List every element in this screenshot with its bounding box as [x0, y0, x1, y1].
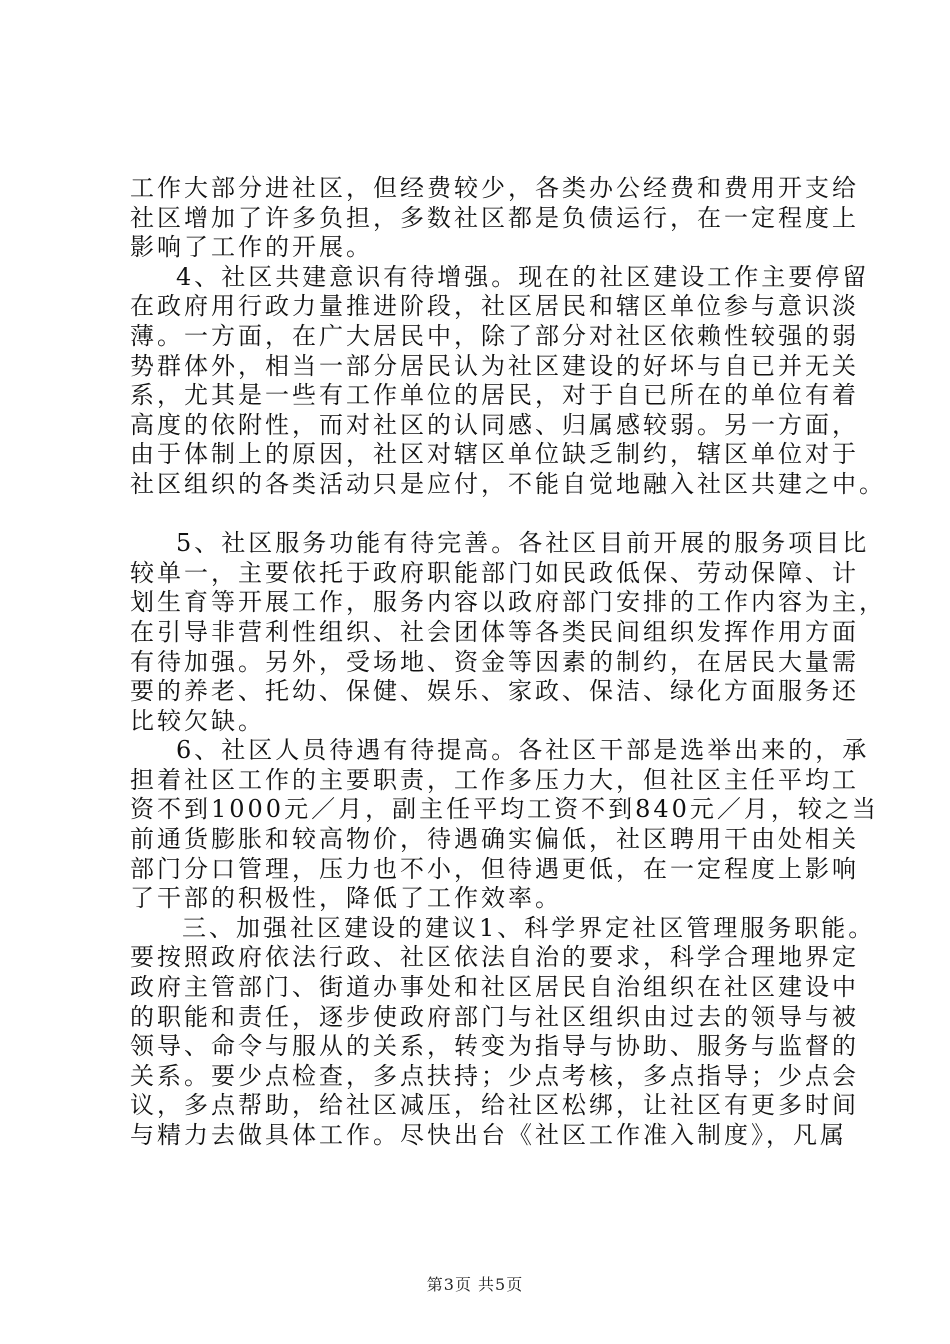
text-line: 社区组织的各类活动只是应付，不能自觉地融入社区共建之中。: [130, 469, 886, 498]
text-line: 较单一，主要依托于政府职能部门如民政低保、劳动保障、计: [130, 558, 859, 587]
text-line: 在政府用行政力量推进阶段，社区居民和辖区单位参与意识淡: [130, 292, 859, 321]
text-line: 要按照政府依法行政、社区依法自治的要求，科学合理地界定: [130, 943, 859, 972]
page-footer: [0, 1272, 950, 1295]
document-body: [130, 174, 886, 1151]
text-line: 高度的依附性，而对社区的认同感、归属感较弱。另一方面，: [130, 410, 859, 439]
paragraph-4-start: 4、社区共建意识有待增强。现在的社区建设工作主要停留: [176, 262, 870, 291]
text-line: 与精力去做具体工作。尽快出台《社区工作准入制度》，凡属: [130, 1121, 847, 1149]
text-line: 系，尤其是一些有工作单位的居民，对于自已所在的单位有着: [130, 381, 859, 410]
text-line: 部门分口管理，压力也不小，但待遇更低，在一定程度上影响: [130, 854, 859, 883]
text-line: 势群体外，相当一部分居民认为社区建设的好坏与自已并无关: [130, 351, 859, 380]
text-line: 比较欠缺。: [130, 706, 265, 735]
text-line: 影响了工作的开展。: [130, 233, 373, 262]
page-number: 第3页 共5页: [426, 1275, 524, 1294]
text-line: 薄。一方面，在广大居民中，除了部分对社区依赖性较强的弱: [130, 321, 859, 350]
text-line: 担着社区工作的主要职责，工作多压力大，但社区主任平均工: [130, 765, 859, 794]
text-line: 划生育等开展工作，服务内容以政府部门安排的工作内容为主，: [130, 588, 886, 617]
text-line: 在引导非营利性组织、社会团体等各类民间组织发挥作用方面: [130, 617, 859, 646]
text-line: 政府主管部门、街道办事处和社区居民自治组织在社区建设中: [130, 973, 859, 1002]
paragraph-gap: [130, 500, 830, 530]
text-line: 关系。要少点检查，多点扶持；少点考核，多点指导；少点会: [130, 1061, 859, 1090]
text-line: 工作大部分进社区，但经费较少，各类办公经费和费用开支给: [130, 174, 859, 202]
text-line: 有待加强。另外，受场地、资金等因素的制约，在居民大量需: [130, 647, 859, 676]
text-line: 资不到1000元／月，副主任平均工资不到840元／月，较之当: [130, 795, 879, 824]
text-line: 社区增加了许多负担，多数社区都是负债运行，在一定程度上: [130, 203, 859, 232]
text-line: 了干部的积极性，降低了工作效率。: [130, 884, 562, 913]
text-line: 议，多点帮助，给社区减压，给社区松绑，让社区有更多时间: [130, 1091, 859, 1120]
text-line: 由于体制上的原因，社区对辖区单位缺乏制约，辖区单位对于: [130, 440, 859, 469]
paragraph-5-start: 5、社区服务功能有待完善。各社区目前开展的服务项目比: [176, 529, 870, 558]
text-line: 的职能和责任，逐步使政府部门与社区组织由过去的领导与被: [130, 1002, 859, 1031]
section-3-start: 三、加强社区建设的建议1、科学界定社区管理服务职能。: [182, 913, 876, 942]
text-line: 要的养老、托幼、保健、娱乐、家政、保洁、绿化方面服务还: [130, 677, 859, 706]
text-line: 前通货膨胀和较高物价，待遇确实偏低，社区聘用干由处相关: [130, 825, 859, 854]
text-line: 领导、命令与服从的关系，转变为指导与协助、服务与监督的: [130, 1032, 859, 1061]
paragraph-6-start: 6、社区人员待遇有待提高。各社区干部是选举出来的，承: [176, 736, 870, 765]
